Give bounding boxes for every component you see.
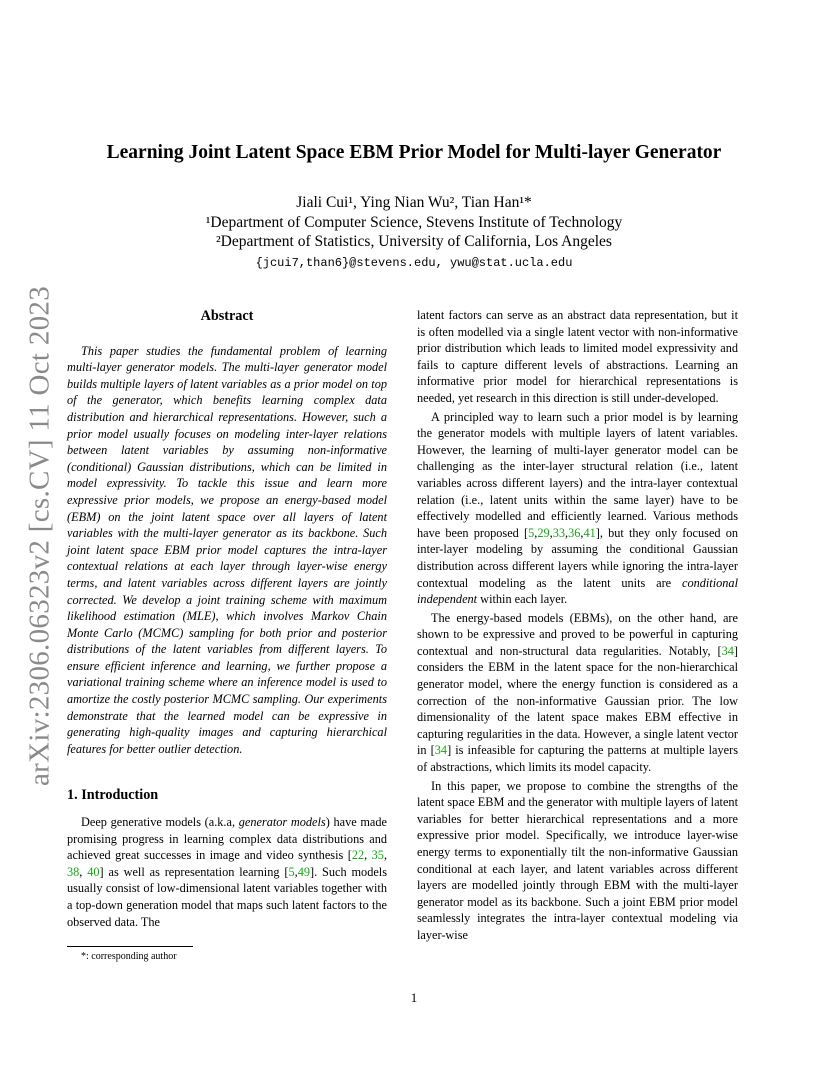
footnote-divider bbox=[67, 946, 193, 947]
arxiv-identifier: arXiv:2306.06323v2 [cs.CV] 11 Oct 2023 bbox=[23, 285, 56, 787]
citation-link[interactable]: 41 bbox=[583, 525, 596, 540]
emphasis-conditional-independent: conditional independent bbox=[417, 575, 738, 607]
author-emails: {jcui7,than6}@stevens.edu, ywu@stat.ucla.edu bbox=[255, 256, 573, 270]
citation-link[interactable]: 34 bbox=[434, 743, 448, 758]
paper-title: Learning Joint Latent Space EBM Prior Model for Multi-layer Generator bbox=[106, 142, 722, 163]
citation-link[interactable]: 35 bbox=[371, 848, 384, 863]
intro-paragraph-1: Deep generative models (a.k.a, generator models) have made promising progress in learning complex data distributions and achieved great successes in image and video synthesis [22, 35, 38, 40] as well as representation learning [5,49]. Such models usually consist of low-dimensional latent variables together with a top-down generation model that maps such latent factors to the observed data. The bbox=[67, 815, 388, 929]
left-column bbox=[67, 308, 387, 930]
citation-link[interactable]: 29 bbox=[537, 525, 550, 540]
citation-link[interactable]: 34 bbox=[721, 643, 734, 658]
abstract-text: This paper studies the fundamental problem of learning multi-layer generator models. The multi-layer generator model builds multiple layers of latent variables as a prior model on top of the generator, which benefits learning complex data distribution and hierarchical representations. However, such a prior model usually focuses on modeling inter-layer relations between latent variables by assuming non-informative (conditional) Gaussian distributions, which can be limited in model expressivity. To tackle this issue and learn more expressive prior models, we propose an energy-based model (EBM) on the joint latent space over all layers of latent variables with the multi-layer generator as its backbone. Such joint latent space EBM prior model captures the intra-layer contextual relations at each layer through layer-wise energy terms, and latent variables across different layers are jointly corrected. We develop a joint training scheme with maximum likelihood estimation (MLE), which involves Markov Chain Monte Carlo (MCMC) sampling for both prior and posterior distributions of the latent variables from different layers. To ensure efficient inference and learning, we further propose a variational training scheme where an inference model is used to amortize the costly posterior MCMC sampling. Our experiments demonstrate that the learned model can be expressive in generating high-quality images and capturing hierarchical features for better outlier detection. bbox=[67, 343, 387, 756]
right-paragraph-3: In this paper, we propose to combine the strengths of the latent space EBM and the generator with multiple layers of latent variables for better hierarchical representations and a more expressive prior model. Specifically, we introduce layer-wise energy terms to exponentially tilt the non-informative Gaussian conditional at each layer, and latent variables across different layers are modelled jointly through EBM with the multi-layer generator model as its backbone. Such a joint EBM prior model seamlessly integrates the intra-layer contextual modeling via layer-wise bbox=[417, 778, 738, 942]
right-paragraph-2: The energy-based models (EBMs), on the other hand, are shown to be expressive and proved to be powerful in capturing contextual and non-structural data regularities. Notably, [34] considers the EBM in the latent space for the non-hierarchical generator model, where the energy function is considered as a correction of the non-informative Gaussian prior. The low dimensionality of the latent space makes EBM effective in capturing regularities in the data. However, a single latent vector in [34] is infeasible for capturing the patterns at multiple layers of abstractions, which limits its model capacity. bbox=[417, 610, 738, 775]
page-number: 1 bbox=[410, 990, 418, 1005]
citation-link[interactable]: 38 bbox=[67, 864, 80, 879]
right-paragraph-1: A principled way to learn such a prior model is by learning the generator models with multiple layers of latent variables. However, the learning of multi-layer generator model can be challenging as the inter-layer structural relation (i.e., latent variables across different layers) and the intra-layer contextual relation (i.e., latent units within the same layer) have to be effectively modelled and efficiently learned. Various methods have been proposed [5,29,33,36,41], but they only focused on inter-layer modeling by assuming the conditional Gaussian distribution across different layers while ignoring the intra-layer contextual modeling as the latent units are conditional independent within each layer. bbox=[417, 409, 739, 607]
author-list: Jiali Cui¹, Ying Nian Wu², Tian Han¹* bbox=[296, 194, 532, 211]
citation-link[interactable]: 36 bbox=[568, 525, 581, 540]
citation-link[interactable]: 49 bbox=[297, 864, 310, 879]
citation-link[interactable]: 5 bbox=[288, 864, 295, 879]
emphasis-generator-models: generator models bbox=[238, 815, 326, 830]
right-paragraph-0: latent factors can serve as an abstract data representation, but it is often modelled via a single latent vector with non-informative prior distribution which leads to limited model expressivity and fails to capture different levels of abstractions. Learning an informative prior model for hierarchical representations is needed, yet research in this direction is still under-developed. bbox=[417, 308, 738, 405]
citation-link[interactable]: 22 bbox=[351, 848, 365, 863]
right-column bbox=[417, 307, 738, 944]
affiliation-2: ²Department of Statistics, University of California, Los Angeles bbox=[216, 233, 612, 250]
abstract-heading: Abstract bbox=[200, 308, 254, 324]
citation-link[interactable]: 33 bbox=[552, 525, 565, 540]
introduction-heading: 1. Introduction bbox=[67, 787, 159, 804]
affiliation-1: ¹Department of Computer Science, Stevens Institute of Technology bbox=[205, 214, 623, 231]
footnote-corresponding-author: *: corresponding author bbox=[81, 951, 177, 962]
citation-link[interactable]: 5 bbox=[528, 525, 535, 540]
citation-link[interactable]: 40 bbox=[87, 864, 100, 879]
